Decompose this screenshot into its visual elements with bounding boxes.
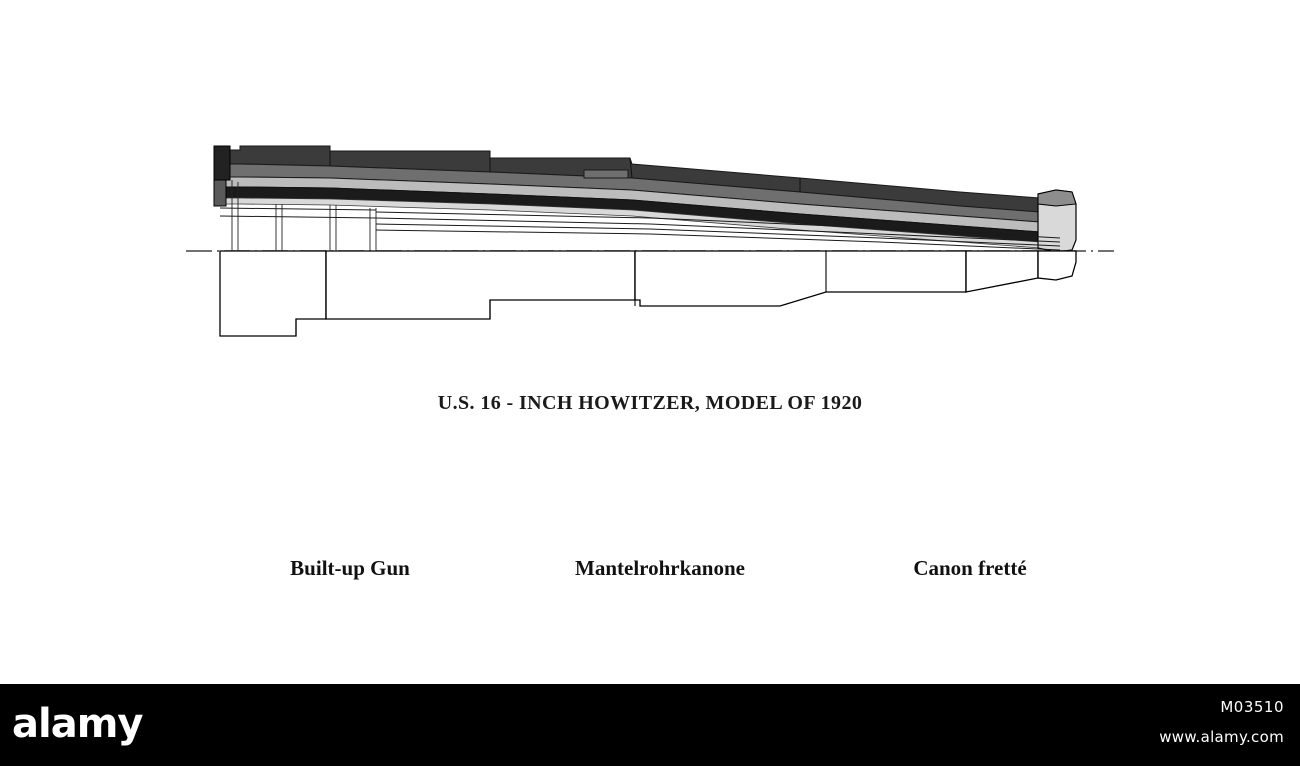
image-id-label: M03510 — [1220, 698, 1284, 716]
term-german: Mantelrohrkanone — [575, 556, 745, 580]
breech-ring-outline — [220, 251, 326, 336]
figure-caption: U.S. 16 - INCH HOWITZER, MODEL OF 1920 — [437, 392, 863, 414]
muzzle-swell-lower-outline — [1038, 251, 1076, 280]
chamber-lines — [220, 208, 376, 218]
term-french: Canon fretté — [913, 556, 1027, 580]
upper-section-layers — [214, 146, 1076, 252]
howitzer-sectional-drawing — [180, 120, 1120, 370]
watermark-bar — [0, 684, 1300, 766]
alamy-url-label: www.alamy.com — [1159, 728, 1284, 746]
term-english: Built-up Gun — [290, 556, 410, 580]
alamy-logo: alamy — [12, 701, 143, 747]
muzzle-swell-shade — [1038, 190, 1076, 206]
tapered-mid-outline — [635, 251, 966, 306]
breech-block-dark — [214, 146, 230, 180]
lower-outline — [220, 251, 1076, 336]
chase-outline — [966, 251, 1038, 292]
trilingual-terms — [200, 556, 1120, 581]
howitzer-svg — [180, 120, 1120, 370]
jacket-body-outline — [326, 251, 635, 319]
breech-block-mid — [214, 180, 226, 206]
hoop-notch — [584, 170, 628, 178]
